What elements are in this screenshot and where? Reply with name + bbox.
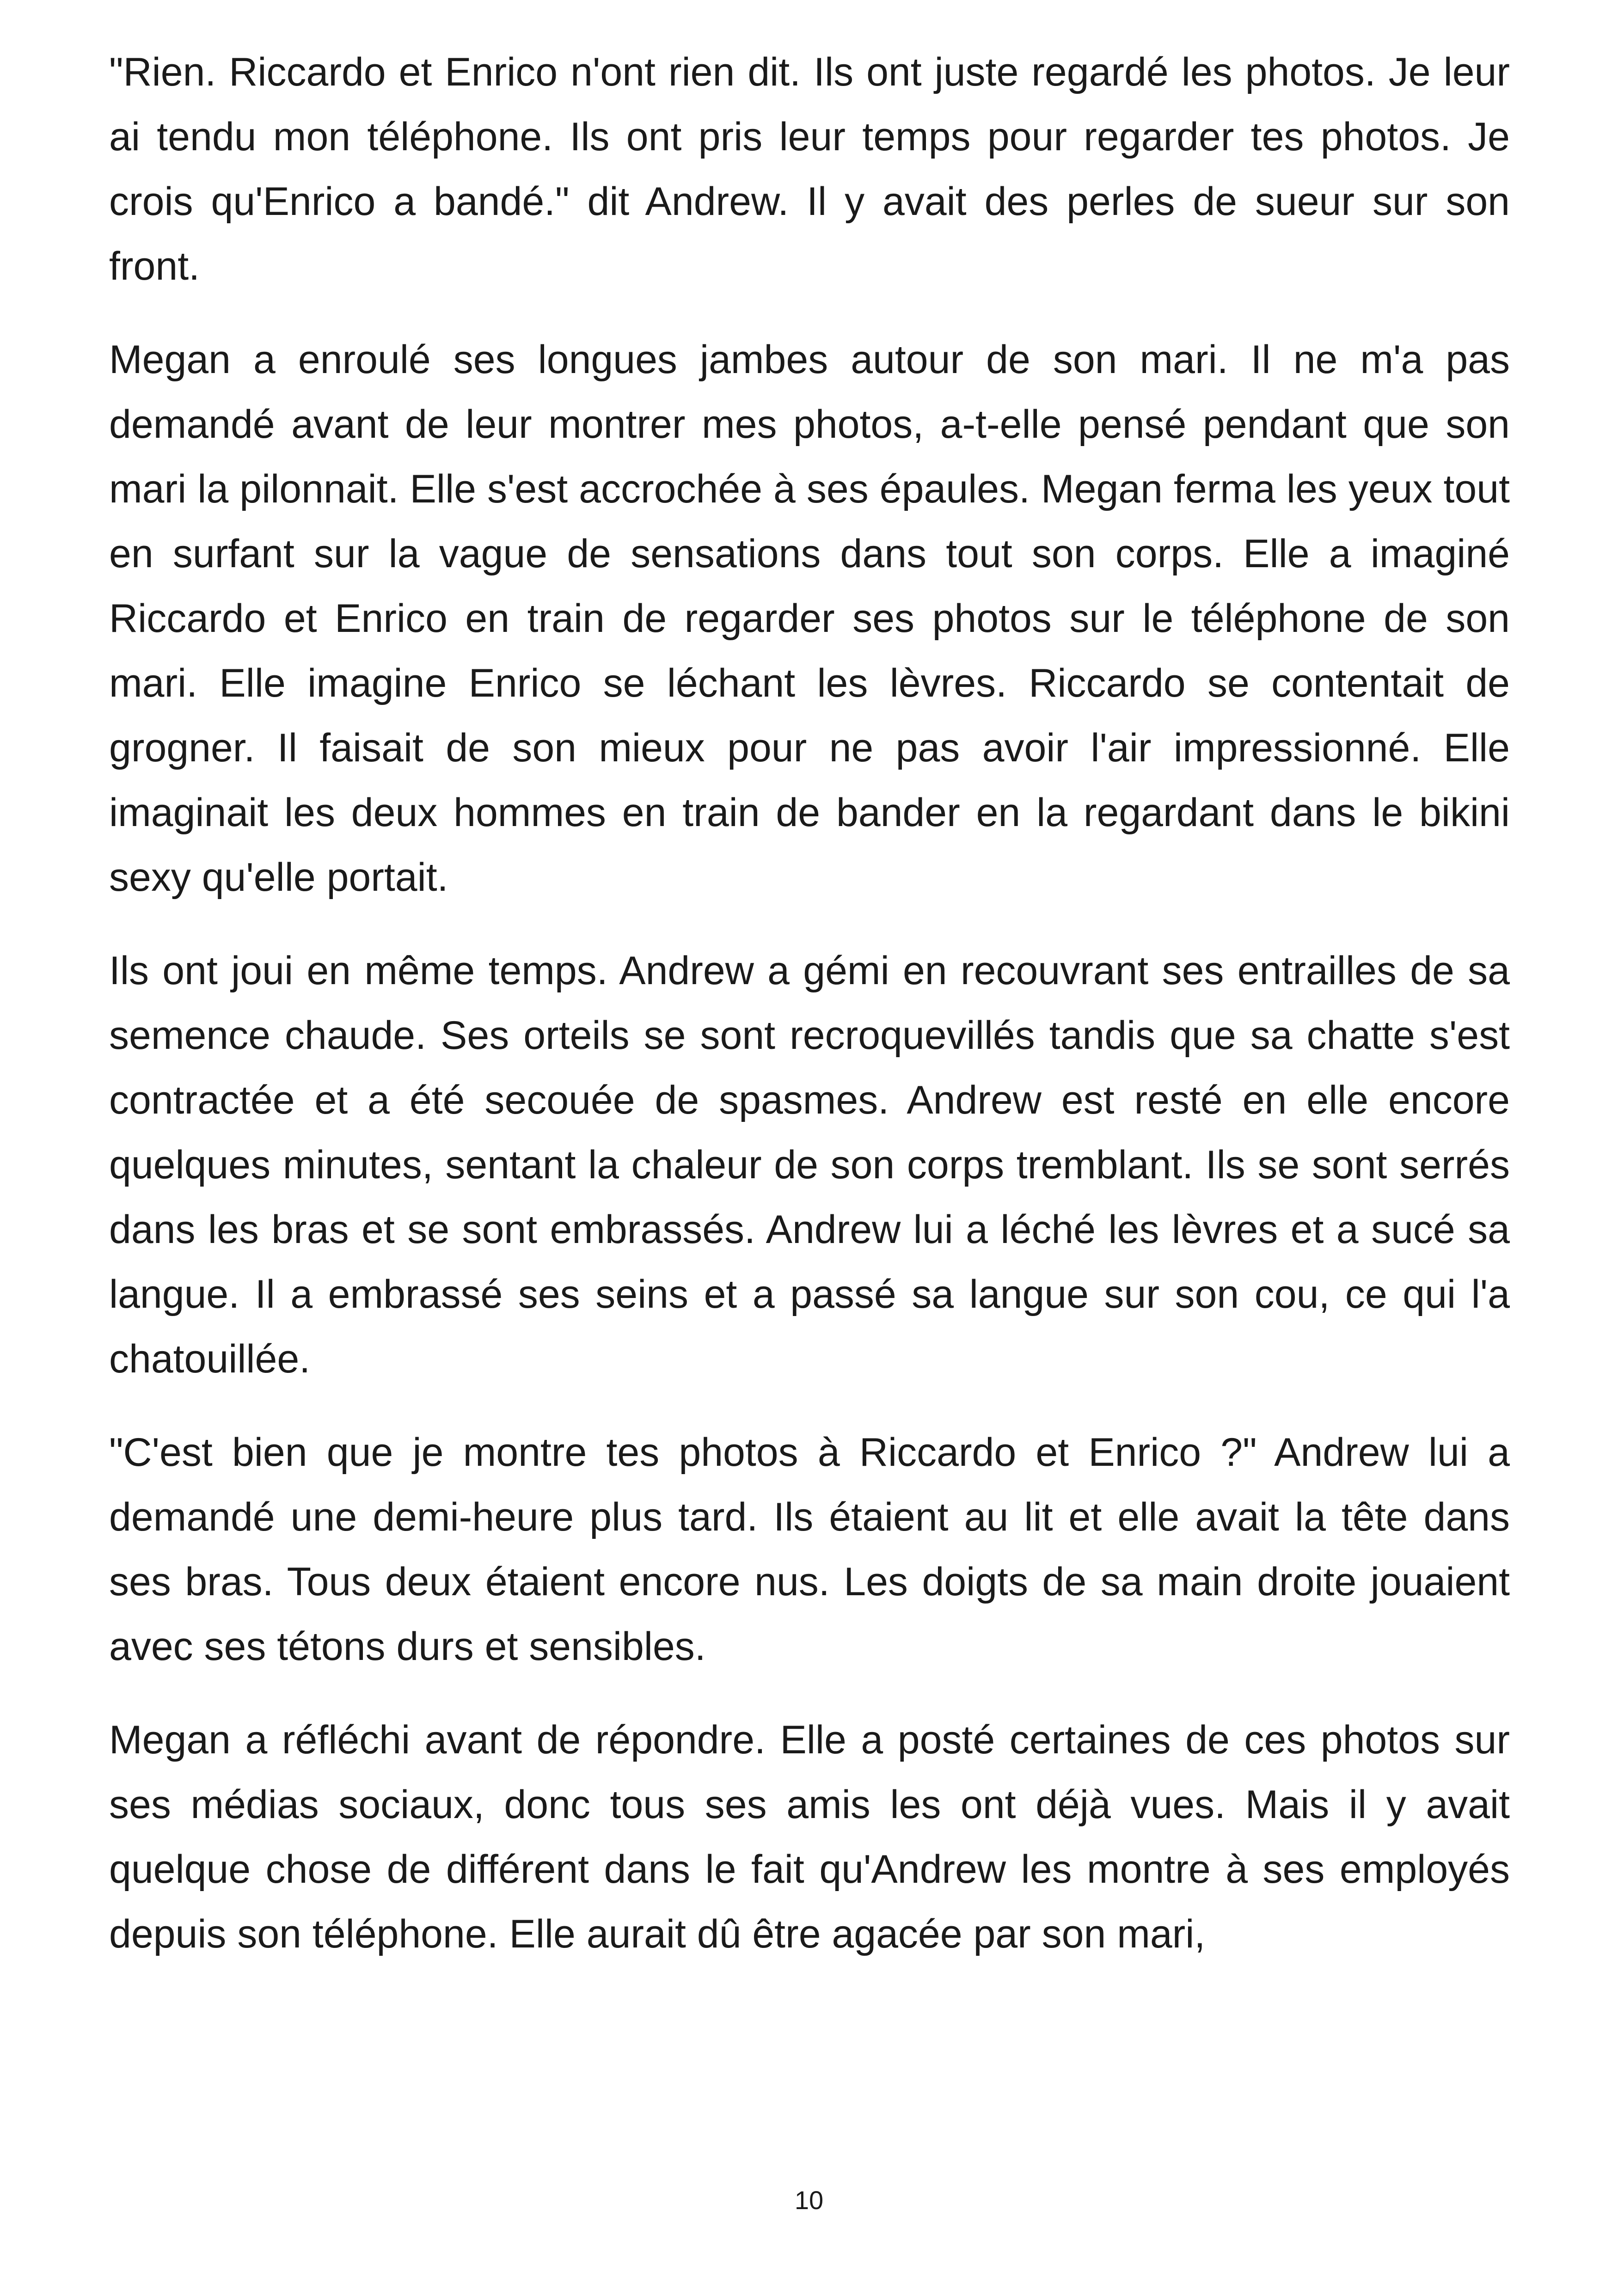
- paragraph-2: Megan a enroulé ses longues jambes autour de son mari. Il ne m'a pas demandé avant de leur montrer mes photos, a-t-elle pensé pendant que son mari la pilonnait. Elle s'est accrochée à ses épaules. Megan ferma les yeux tout en surfant sur la vague de sensations dans tout son corps. Elle a imaginé Riccardo et Enrico en train de regarder ses photos sur le téléphone de son mari. Elle imagine Enrico se léchant les lèvres. Riccardo se contentait de grogner. Il faisait de son mieux pour ne pas avoir l'air impressionné. Elle imaginait les deux hommes en train de bander en la regardant dans le bikini sexy qu'elle portait.: [109, 337, 1510, 900]
- paragraph-3: Ils ont joui en même temps. Andrew a gémi en recouvrant ses entrailles de sa semence chaude. Ses orteils se sont recroquevillés tandis que sa chatte s'est contractée et a été secouée de spasmes. Andrew est resté en elle encore quelques minutes, sentant la chaleur de son corps tremblant. Ils se sont serrés dans les bras et se sont embrassés. Andrew lui a léché les lèvres et a sucé sa langue. Il a embrassé ses seins et a passé sa langue sur son cou, ce qui l'a chatouillée.: [109, 949, 1510, 1381]
- paragraph-5: Megan a réfléchi avant de répondre. Elle a posté certaines de ces photos sur ses médias sociaux, donc tous ses amis les ont déjà vues. Mais il y avait quelque chose de différent dans le fait qu'Andrew les montre à ses employés depuis son téléphone. Elle aurait dû être agacée par son mari,: [109, 1718, 1510, 1956]
- body-text: [109, 40, 1510, 1995]
- paragraph-4: "C'est bien que je montre tes photos à Riccardo et Enrico ?" Andrew lui a demandé une demi-heure plus tard. Ils étaient au lit et elle avait la tête dans ses bras. Tous deux étaient encore nus. Les doigts de sa main droite jouaient avec ses tétons durs et sensibles.: [109, 1430, 1510, 1669]
- page-number: 10: [794, 2186, 824, 2215]
- paragraph-1: "Rien. Riccardo et Enrico n'ont rien dit. Ils ont juste regardé les photos. Je leur ai tendu mon téléphone. Ils ont pris leur temps pour regarder tes photos. Je crois qu'Enrico a bandé." dit Andrew. Il y avait des perles de sueur sur son front.: [109, 50, 1510, 288]
